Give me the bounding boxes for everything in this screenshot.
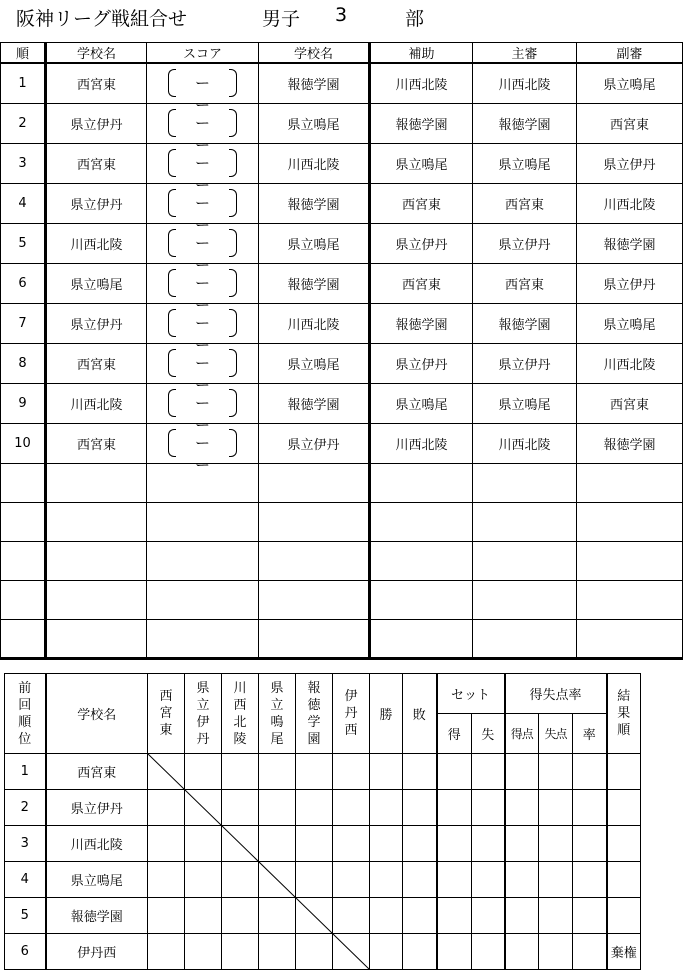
col-points-for: 得点 bbox=[505, 714, 539, 754]
score-cell[interactable] bbox=[147, 264, 259, 314]
bracket-right-icon bbox=[229, 269, 237, 297]
wins-cell[interactable] bbox=[370, 898, 403, 934]
bracket-right-icon bbox=[229, 309, 237, 337]
result-cell[interactable] bbox=[222, 790, 259, 826]
empty-cell[interactable] bbox=[1, 503, 46, 542]
col-opp-kenritsu-itami: 県 立 伊 丹 bbox=[185, 674, 222, 754]
score-cell[interactable] bbox=[147, 224, 259, 274]
score-cell[interactable] bbox=[147, 104, 259, 154]
result-cell[interactable] bbox=[259, 826, 296, 862]
empty-cell[interactable] bbox=[1, 542, 46, 581]
empty-cell[interactable] bbox=[147, 581, 259, 620]
schedule-header-row bbox=[1, 43, 683, 64]
match-row bbox=[1, 104, 683, 144]
bracket-right-icon bbox=[229, 229, 237, 257]
result-cell[interactable] bbox=[185, 790, 222, 826]
match-row bbox=[1, 144, 683, 184]
points-for-cell[interactable] bbox=[505, 934, 539, 970]
team-a: 西宮東 bbox=[46, 63, 147, 104]
team-a: 西宮東 bbox=[46, 144, 147, 184]
empty-cell[interactable] bbox=[473, 503, 577, 542]
result-cell[interactable] bbox=[148, 898, 185, 934]
empty-cell[interactable] bbox=[147, 503, 259, 542]
empty-cell[interactable] bbox=[473, 464, 577, 503]
chief-referee: 県立鳴尾 bbox=[473, 144, 577, 184]
bracket-right-icon bbox=[229, 189, 237, 217]
aux-referee: 西宮東 bbox=[370, 184, 473, 224]
col-school-b: 学校名 bbox=[259, 43, 370, 64]
empty-cell[interactable] bbox=[370, 503, 473, 542]
empty-match-row bbox=[1, 464, 683, 503]
ratio-cell[interactable] bbox=[573, 934, 607, 970]
result-cell[interactable] bbox=[259, 934, 296, 970]
chief-referee: 西宮東 bbox=[473, 184, 577, 224]
school-name: 県立鳴尾 bbox=[46, 862, 148, 898]
chief-referee: 川西北陵 bbox=[473, 424, 577, 464]
col-school-a: 学校名 bbox=[46, 43, 147, 64]
empty-cell[interactable] bbox=[46, 620, 147, 659]
match-row bbox=[1, 184, 683, 224]
col-school-name: 学校名 bbox=[46, 674, 148, 754]
match-row bbox=[1, 344, 683, 384]
col-sub: 副審 bbox=[577, 43, 683, 64]
aux-referee: 川西北陵 bbox=[370, 424, 473, 464]
set-for-cell[interactable] bbox=[437, 754, 472, 790]
col-opp-kawanishi-hokuryo: 川 西 北 陵 bbox=[222, 674, 259, 754]
score-dashes: ー ー bbox=[194, 274, 210, 314]
aux-referee: 川西北陵 bbox=[370, 63, 473, 104]
result-cell[interactable] bbox=[148, 754, 185, 790]
aux-referee: 報徳学園 bbox=[370, 104, 473, 144]
score-dashes: ー ー bbox=[194, 194, 210, 234]
team-a: 県立伊丹 bbox=[46, 104, 147, 144]
team-b: 県立伊丹 bbox=[259, 424, 370, 464]
team-b: 報徳学園 bbox=[259, 264, 370, 304]
col-opp-kenritsu-naruo: 県 立 鳴 尾 bbox=[259, 674, 296, 754]
aux-referee: 県立鳴尾 bbox=[370, 144, 473, 184]
score-cell[interactable] bbox=[147, 304, 259, 354]
wins-cell[interactable] bbox=[370, 790, 403, 826]
result-cell[interactable] bbox=[333, 898, 370, 934]
set-against-cell[interactable] bbox=[472, 862, 505, 898]
aux-referee: 県立伊丹 bbox=[370, 224, 473, 264]
wins-cell[interactable] bbox=[370, 862, 403, 898]
match-order: 1 bbox=[1, 63, 46, 104]
ratio-cell[interactable] bbox=[573, 754, 607, 790]
team-b: 県立鳴尾 bbox=[259, 224, 370, 264]
empty-cell[interactable] bbox=[259, 464, 370, 503]
result-cell[interactable] bbox=[185, 934, 222, 970]
bracket-right-icon bbox=[229, 349, 237, 377]
losses-cell[interactable] bbox=[403, 790, 437, 826]
set-for-cell[interactable] bbox=[437, 934, 472, 970]
empty-match-row bbox=[1, 620, 683, 659]
wins-cell[interactable] bbox=[370, 826, 403, 862]
standings-table bbox=[4, 673, 641, 970]
match-schedule-table bbox=[0, 42, 683, 660]
empty-cell[interactable] bbox=[370, 464, 473, 503]
team-b: 報徳学園 bbox=[259, 384, 370, 424]
empty-cell[interactable] bbox=[46, 464, 147, 503]
sub-referee: 県立鳴尾 bbox=[577, 63, 683, 104]
points-against-cell[interactable] bbox=[539, 826, 573, 862]
empty-cell[interactable] bbox=[1, 464, 46, 503]
prev-rank: 5 bbox=[5, 898, 46, 934]
set-against-cell[interactable] bbox=[472, 754, 505, 790]
result-cell[interactable] bbox=[333, 862, 370, 898]
result-cell[interactable] bbox=[185, 862, 222, 898]
empty-cell[interactable] bbox=[46, 581, 147, 620]
empty-cell[interactable] bbox=[370, 620, 473, 659]
losses-cell[interactable] bbox=[403, 862, 437, 898]
result-rank-cell bbox=[607, 826, 641, 862]
score-dashes: ー ー bbox=[194, 74, 210, 114]
wins-cell[interactable] bbox=[370, 754, 403, 790]
result-cell[interactable] bbox=[296, 826, 333, 862]
aux-referee: 県立伊丹 bbox=[370, 344, 473, 384]
result-cell[interactable] bbox=[296, 898, 333, 934]
division-number: 3 bbox=[335, 4, 348, 26]
col-prev-rank: 前 回 順 位 bbox=[5, 674, 46, 754]
score-dashes: ー ー bbox=[194, 354, 210, 394]
set-against-cell[interactable] bbox=[472, 790, 505, 826]
col-points-against: 失点 bbox=[539, 714, 573, 754]
bracket-right-icon bbox=[229, 429, 237, 457]
result-cell[interactable] bbox=[296, 790, 333, 826]
team-a: 川西北陵 bbox=[46, 384, 147, 424]
points-for-cell[interactable] bbox=[505, 754, 539, 790]
score-cell[interactable] bbox=[147, 144, 259, 194]
empty-cell[interactable] bbox=[473, 542, 577, 581]
chief-referee: 県立伊丹 bbox=[473, 344, 577, 384]
team-b: 県立鳴尾 bbox=[259, 104, 370, 144]
result-cell[interactable] bbox=[222, 898, 259, 934]
chief-referee: 県立伊丹 bbox=[473, 224, 577, 264]
team-a: 西宮東 bbox=[46, 424, 147, 464]
school-name: 西宮東 bbox=[46, 754, 148, 790]
col-set: セット bbox=[437, 674, 505, 714]
points-against-cell[interactable] bbox=[539, 754, 573, 790]
school-name: 報徳学園 bbox=[46, 898, 148, 934]
match-order: 3 bbox=[1, 144, 46, 184]
empty-cell[interactable] bbox=[473, 620, 577, 659]
match-order: 9 bbox=[1, 384, 46, 424]
score-cell[interactable] bbox=[147, 184, 259, 234]
losses-cell[interactable] bbox=[403, 898, 437, 934]
col-order: 順 bbox=[1, 43, 46, 64]
empty-cell[interactable] bbox=[46, 542, 147, 581]
score-dashes: ー ー bbox=[194, 314, 210, 354]
set-for-cell[interactable] bbox=[437, 862, 472, 898]
match-row bbox=[1, 384, 683, 424]
team-b: 川西北陵 bbox=[259, 144, 370, 184]
result-cell[interactable] bbox=[259, 862, 296, 898]
team-b: 県立鳴尾 bbox=[259, 344, 370, 384]
col-chief: 主審 bbox=[473, 43, 577, 64]
empty-match-row bbox=[1, 581, 683, 620]
ratio-cell[interactable] bbox=[573, 898, 607, 934]
team-a: 県立伊丹 bbox=[46, 304, 147, 344]
prev-rank: 1 bbox=[5, 754, 46, 790]
sub-referee: 西宮東 bbox=[577, 384, 683, 424]
col-opp-hotoku-gakuen: 報 徳 学 園 bbox=[296, 674, 333, 754]
result-cell[interactable] bbox=[259, 754, 296, 790]
result-cell[interactable] bbox=[333, 934, 370, 970]
match-order: 2 bbox=[1, 104, 46, 144]
result-cell[interactable] bbox=[259, 790, 296, 826]
empty-match-row bbox=[1, 542, 683, 581]
points-for-cell[interactable] bbox=[505, 826, 539, 862]
chief-referee: 報徳学園 bbox=[473, 104, 577, 144]
points-against-cell[interactable] bbox=[539, 898, 573, 934]
col-aux: 補助 bbox=[370, 43, 473, 64]
team-b: 報徳学園 bbox=[259, 184, 370, 224]
page-title: 阪神リーグ戦組合せ bbox=[16, 8, 188, 30]
sub-referee: 報徳学園 bbox=[577, 424, 683, 464]
col-set-for: 得 bbox=[437, 714, 472, 754]
points-for-cell[interactable] bbox=[505, 790, 539, 826]
empty-cell[interactable] bbox=[1, 620, 46, 659]
aux-referee: 西宮東 bbox=[370, 264, 473, 304]
standings-row bbox=[5, 862, 641, 898]
score-dashes: ー ー bbox=[194, 114, 210, 154]
losses-cell[interactable] bbox=[403, 934, 437, 970]
set-against-cell[interactable] bbox=[472, 826, 505, 862]
prev-rank: 4 bbox=[5, 862, 46, 898]
division-label: 部 bbox=[405, 8, 425, 30]
sub-referee: 報徳学園 bbox=[577, 224, 683, 264]
points-against-cell[interactable] bbox=[539, 934, 573, 970]
bracket-right-icon bbox=[229, 69, 237, 97]
empty-cell[interactable] bbox=[370, 542, 473, 581]
ratio-cell[interactable] bbox=[573, 790, 607, 826]
points-for-cell[interactable] bbox=[505, 898, 539, 934]
match-row bbox=[1, 224, 683, 264]
match-row bbox=[1, 264, 683, 304]
school-name: 伊丹西 bbox=[46, 934, 148, 970]
standings-row bbox=[5, 754, 641, 790]
wins-cell[interactable] bbox=[370, 934, 403, 970]
ratio-cell[interactable] bbox=[573, 862, 607, 898]
score-dashes: ー ー bbox=[194, 234, 210, 274]
prev-rank: 3 bbox=[5, 826, 46, 862]
result-rank-cell: 棄権 bbox=[607, 934, 641, 970]
match-order: 5 bbox=[1, 224, 46, 264]
result-cell[interactable] bbox=[222, 934, 259, 970]
sub-referee: 川西北陵 bbox=[577, 184, 683, 224]
empty-cell[interactable] bbox=[147, 620, 259, 659]
ratio-cell[interactable] bbox=[573, 826, 607, 862]
match-row bbox=[1, 63, 683, 104]
result-rank-cell bbox=[607, 754, 641, 790]
chief-referee: 西宮東 bbox=[473, 264, 577, 304]
sub-referee: 西宮東 bbox=[577, 104, 683, 144]
losses-cell[interactable] bbox=[403, 754, 437, 790]
standings-row bbox=[5, 934, 641, 970]
bracket-right-icon bbox=[229, 389, 237, 417]
points-against-cell[interactable] bbox=[539, 790, 573, 826]
team-a: 県立鳴尾 bbox=[46, 264, 147, 304]
sub-referee: 県立鳴尾 bbox=[577, 304, 683, 344]
result-cell[interactable] bbox=[148, 790, 185, 826]
empty-cell[interactable] bbox=[1, 581, 46, 620]
team-b: 報徳学園 bbox=[259, 63, 370, 104]
match-row bbox=[1, 424, 683, 464]
school-name: 県立伊丹 bbox=[46, 790, 148, 826]
empty-cell[interactable] bbox=[577, 464, 683, 503]
result-cell[interactable] bbox=[185, 898, 222, 934]
col-opp-itami-nishi: 伊 丹 西 bbox=[333, 674, 370, 754]
col-set-against: 失 bbox=[472, 714, 505, 754]
aux-referee: 報徳学園 bbox=[370, 304, 473, 344]
match-order: 4 bbox=[1, 184, 46, 224]
col-score: スコア bbox=[147, 43, 259, 64]
match-order: 10 bbox=[1, 424, 46, 464]
match-order: 8 bbox=[1, 344, 46, 384]
empty-cell[interactable] bbox=[370, 581, 473, 620]
result-cell[interactable] bbox=[296, 754, 333, 790]
empty-cell[interactable] bbox=[577, 542, 683, 581]
empty-cell[interactable] bbox=[259, 503, 370, 542]
result-rank-cell bbox=[607, 898, 641, 934]
chief-referee: 川西北陵 bbox=[473, 63, 577, 104]
empty-cell[interactable] bbox=[473, 581, 577, 620]
score-cell[interactable] bbox=[147, 424, 259, 474]
sub-referee: 県立伊丹 bbox=[577, 144, 683, 184]
result-cell[interactable] bbox=[333, 790, 370, 826]
set-for-cell[interactable] bbox=[437, 790, 472, 826]
result-cell[interactable] bbox=[296, 862, 333, 898]
standings-row bbox=[5, 790, 641, 826]
match-order: 6 bbox=[1, 264, 46, 304]
points-against-cell[interactable] bbox=[539, 862, 573, 898]
bracket-right-icon bbox=[229, 109, 237, 137]
col-losses: 敗 bbox=[403, 674, 437, 754]
match-order: 7 bbox=[1, 304, 46, 344]
col-rate: 得失点率 bbox=[505, 674, 607, 714]
result-rank-cell bbox=[607, 790, 641, 826]
result-cell[interactable] bbox=[333, 754, 370, 790]
score-cell[interactable] bbox=[147, 63, 259, 114]
score-dashes: ー ー bbox=[194, 154, 210, 194]
prev-rank: 2 bbox=[5, 790, 46, 826]
empty-cell[interactable] bbox=[46, 503, 147, 542]
aux-referee: 県立鳴尾 bbox=[370, 384, 473, 424]
empty-cell[interactable] bbox=[259, 542, 370, 581]
points-for-cell[interactable] bbox=[505, 862, 539, 898]
team-a: 川西北陵 bbox=[46, 224, 147, 264]
sub-referee: 県立伊丹 bbox=[577, 264, 683, 304]
score-cell[interactable] bbox=[147, 384, 259, 434]
team-b: 川西北陵 bbox=[259, 304, 370, 344]
result-cell[interactable] bbox=[296, 934, 333, 970]
result-cell[interactable] bbox=[185, 826, 222, 862]
empty-cell[interactable] bbox=[259, 620, 370, 659]
score-dashes: ー ー bbox=[194, 434, 210, 474]
empty-match-row bbox=[1, 503, 683, 542]
score-dashes: ー ー bbox=[194, 394, 210, 434]
result-cell[interactable] bbox=[148, 862, 185, 898]
result-cell[interactable] bbox=[185, 754, 222, 790]
chief-referee: 報徳学園 bbox=[473, 304, 577, 344]
standings-row bbox=[5, 826, 641, 862]
empty-cell[interactable] bbox=[259, 581, 370, 620]
standings-row bbox=[5, 898, 641, 934]
result-cell[interactable] bbox=[148, 934, 185, 970]
sub-referee: 川西北陵 bbox=[577, 344, 683, 384]
col-ratio: 率 bbox=[573, 714, 607, 754]
gender-label: 男子 bbox=[262, 8, 301, 30]
bracket-right-icon bbox=[229, 149, 237, 177]
match-row bbox=[1, 304, 683, 344]
col-wins: 勝 bbox=[370, 674, 403, 754]
result-cell[interactable] bbox=[148, 826, 185, 862]
result-cell[interactable] bbox=[222, 862, 259, 898]
score-cell[interactable] bbox=[147, 344, 259, 394]
empty-cell[interactable] bbox=[577, 503, 683, 542]
set-against-cell[interactable] bbox=[472, 934, 505, 970]
chief-referee: 県立鳴尾 bbox=[473, 384, 577, 424]
set-against-cell[interactable] bbox=[472, 898, 505, 934]
empty-cell[interactable] bbox=[577, 581, 683, 620]
result-cell[interactable] bbox=[222, 754, 259, 790]
set-for-cell[interactable] bbox=[437, 898, 472, 934]
losses-cell[interactable] bbox=[403, 826, 437, 862]
result-cell[interactable] bbox=[259, 898, 296, 934]
prev-rank: 6 bbox=[5, 934, 46, 970]
empty-cell[interactable] bbox=[577, 620, 683, 659]
col-result-rank: 結 果 順 bbox=[607, 674, 641, 754]
col-opp-nishinomiya-higashi: 西 宮 東 bbox=[148, 674, 185, 754]
empty-cell[interactable] bbox=[147, 542, 259, 581]
result-cell[interactable] bbox=[333, 826, 370, 862]
team-a: 西宮東 bbox=[46, 344, 147, 384]
result-cell[interactable] bbox=[222, 826, 259, 862]
team-a: 県立伊丹 bbox=[46, 184, 147, 224]
school-name: 川西北陵 bbox=[46, 826, 148, 862]
set-for-cell[interactable] bbox=[437, 826, 472, 862]
result-rank-cell bbox=[607, 862, 641, 898]
